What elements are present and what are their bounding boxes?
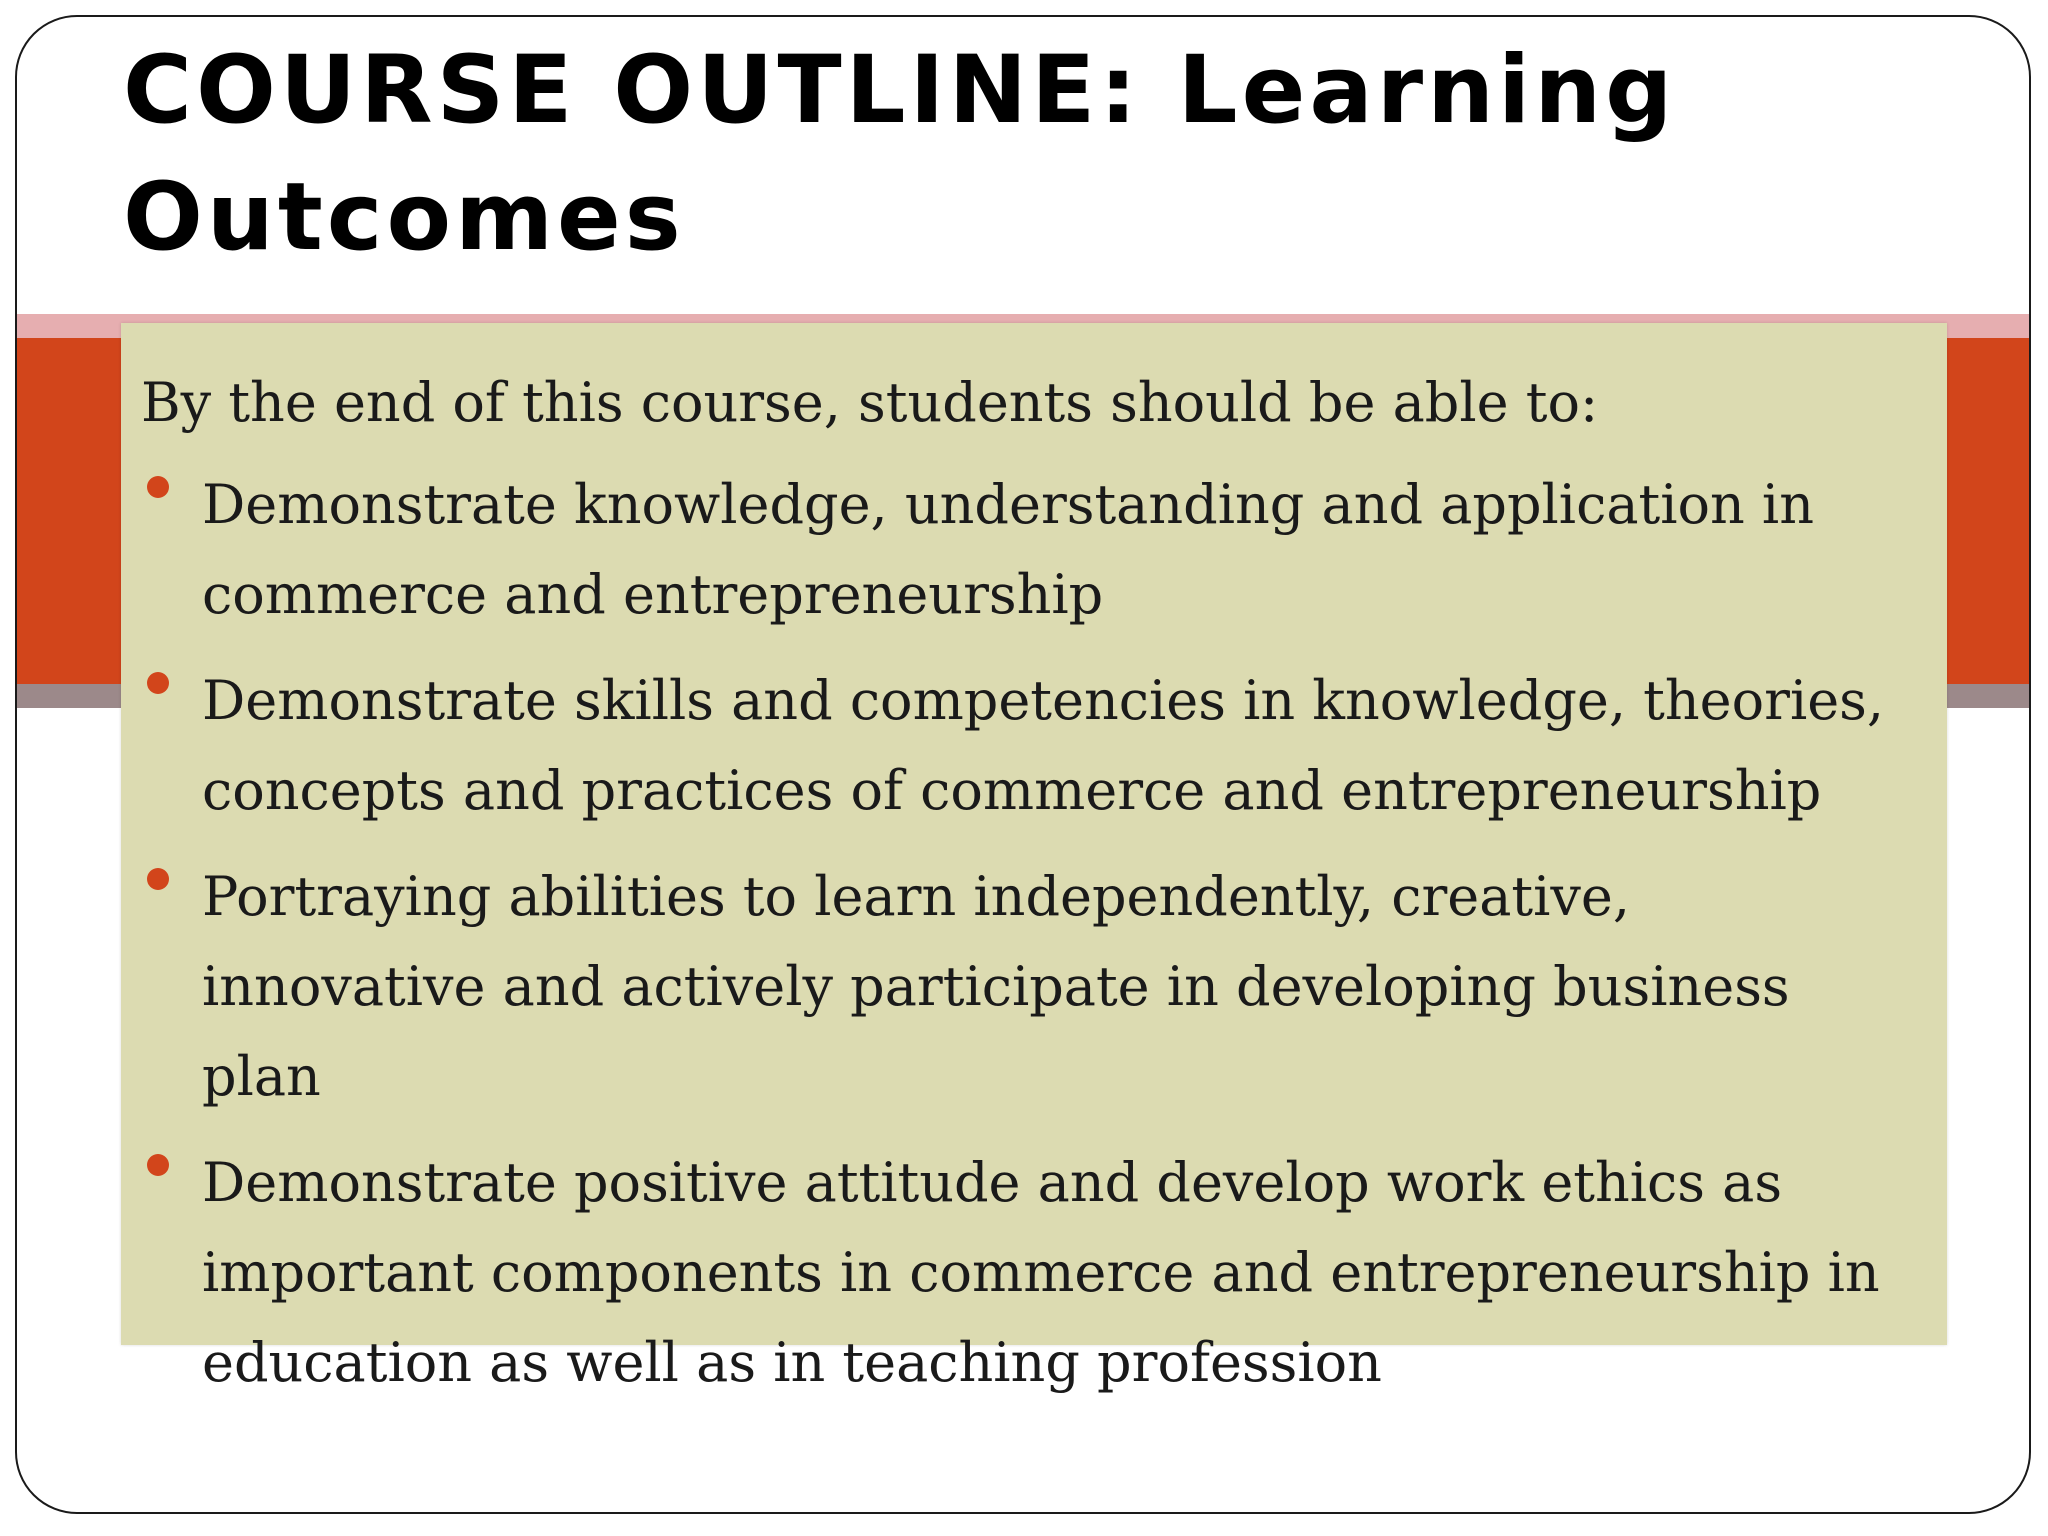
bullet-icon	[147, 1154, 169, 1176]
outcome-text: Demonstrate knowledge, understanding and application in commerce and entrepreneurship	[202, 473, 1814, 626]
outcome-list-item	[141, 852, 1907, 1122]
slide-title: COURSE OUTLINE: Learning Outcomes	[123, 36, 1677, 272]
learning-outcomes-list	[141, 460, 1907, 1408]
bullet-icon	[147, 868, 169, 890]
outcome-list-item	[141, 460, 1907, 640]
learning-outcomes-content-box	[121, 323, 1947, 1394]
slide-frame	[15, 15, 2031, 1514]
outcome-text: Demonstrate positive attitude and develop work ethics as important components in commerce and entrepreneurship in education as well as in teaching profession	[202, 1151, 1880, 1394]
bullet-icon	[147, 476, 169, 498]
outcomes-intro-text: By the end of this course, students should be able to:	[141, 371, 1599, 434]
outcome-text: Portraying abilities to learn independently, creative, innovative and actively participate in developing business plan	[202, 865, 1790, 1108]
outcome-list-item	[141, 656, 1907, 836]
outcome-text: Demonstrate skills and competencies in knowledge, theories, concepts and practices of commerce and entrepreneurship	[202, 669, 1885, 822]
bullet-icon	[147, 672, 169, 694]
outcome-list-item	[141, 1138, 1907, 1408]
